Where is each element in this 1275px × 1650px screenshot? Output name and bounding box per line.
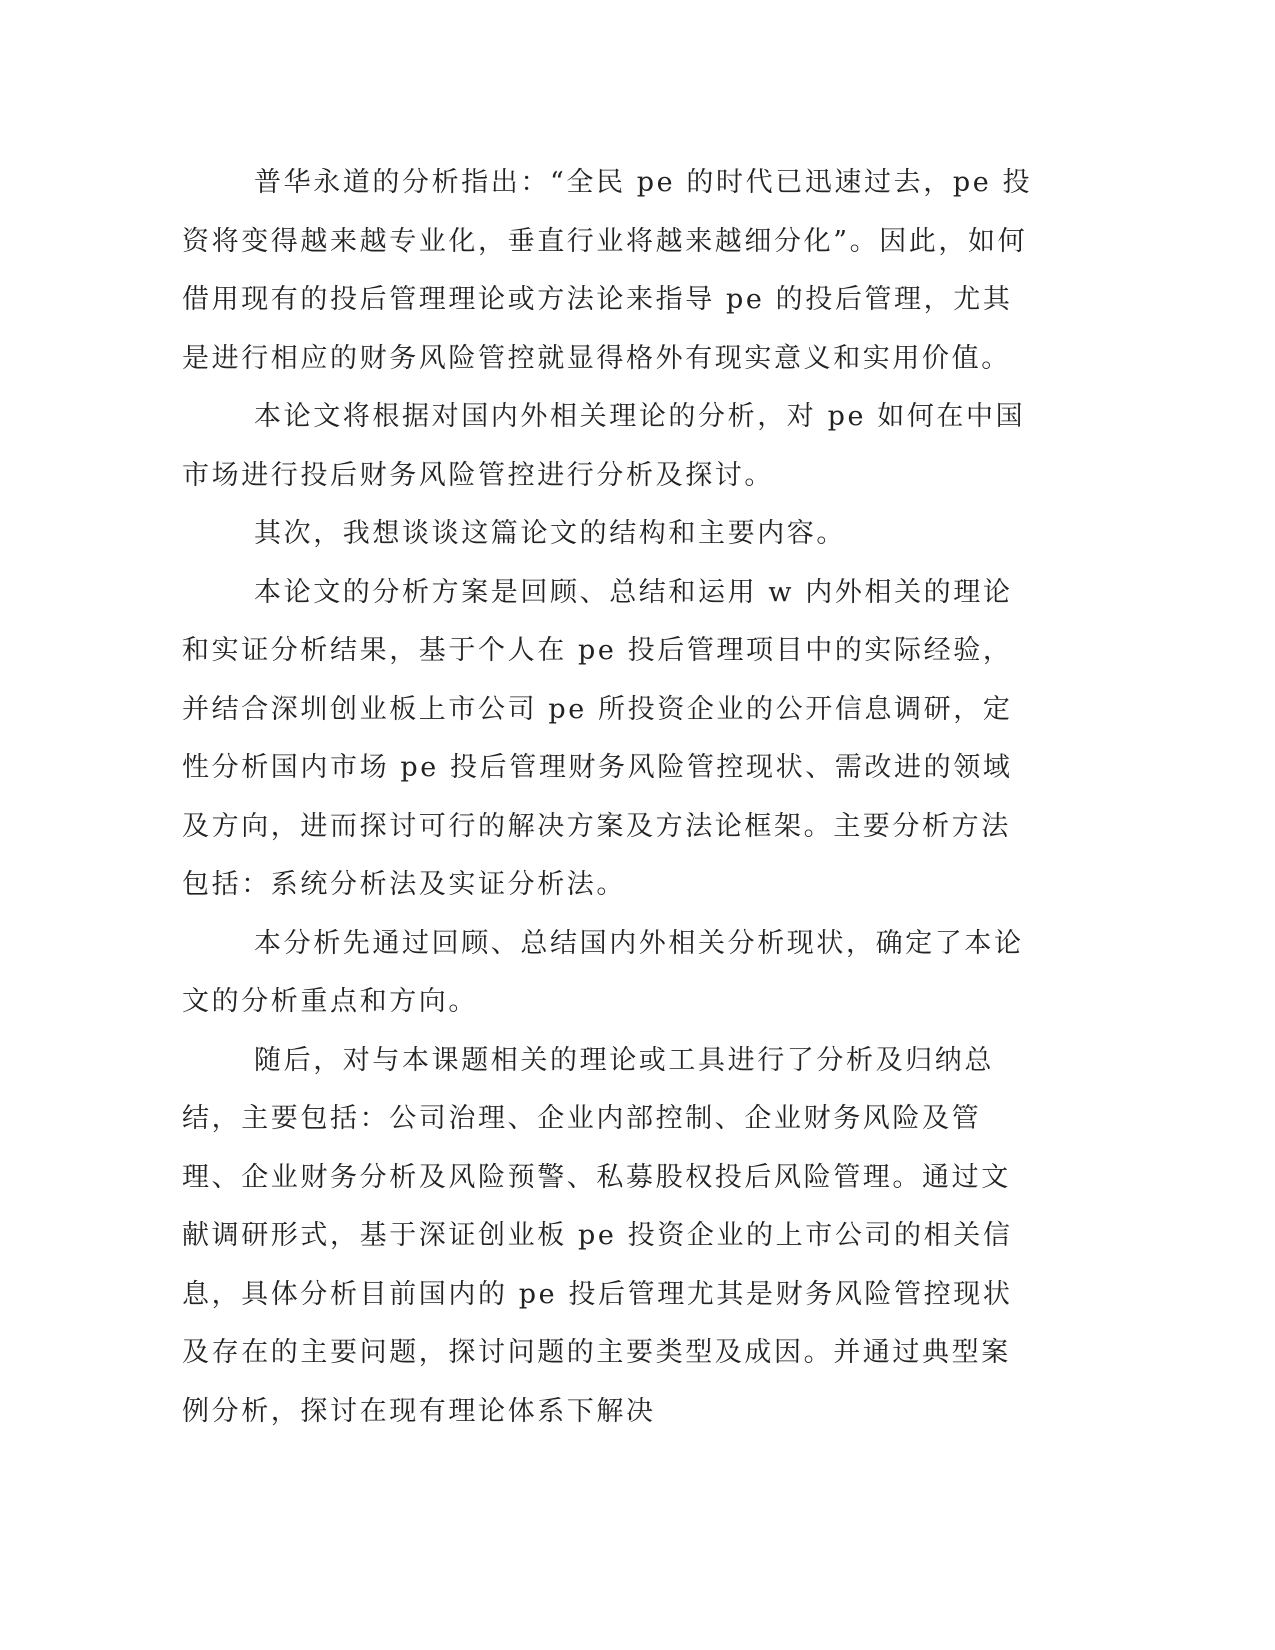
paragraph-analysis-plan: 本论文的分析方案是回顾、总结和运用 w 内外相关的理论和实证分析结果，基于个人在 pe 投后管理项目中的实际经验，并结合深圳创业板上市公司 pe 所投资企业的公开信息调研，定性分析国内市场 pe 投后管理财务风险管控现状、需改进的领域及方向，进而探讨可行的解决方案及方法论框架。主要分析方法包括：系统分析法及实证分析法。	[182, 576, 1013, 900]
paragraph-structure-intro: 其次，我想谈谈这篇论文的结构和主要内容。	[254, 518, 846, 549]
paragraph-theory-analysis: 随后，对与本课题相关的理论或工具进行了分析及归纳总结，主要包括：公司治理、企业内部控制、企业财务风险及管理、企业财务分析及风险预警、私募股权投后风险管理。通过文献调研形式，基于深证创业板 pe 投资企业的上市公司的相关信息，具体分析目前国内的 pe 投后管理尤其是财务风险管控现状及存在的主要问题，探讨问题的主要类型及成因。并通过典型案例分析，探讨在现有理论体系下解决	[182, 1044, 1013, 1427]
document-body	[182, 154, 1040, 1441]
paragraph-review-summary: 本分析先通过回顾、总结国内外相关分析现状，确定了本论文的分析重点和方向。	[182, 927, 1024, 1017]
paragraph-pwc-analysis: 普华永道的分析指出：“全民 pe 的时代已迅速过去，pe 投资将变得越来越专业化，垂直行业将越来越细分化”。因此，如何借用现有的投后管理理论或方法论来指导 pe 的投后管理，尤其是进行相应的财务风险管控就显得格外有现实意义和实用价值。	[182, 167, 1033, 374]
paragraph-thesis-purpose: 本论文将根据对国内外相关理论的分析，对 pe 如何在中国市场进行投后财务风险管控进行分析及探讨。	[182, 401, 1026, 491]
